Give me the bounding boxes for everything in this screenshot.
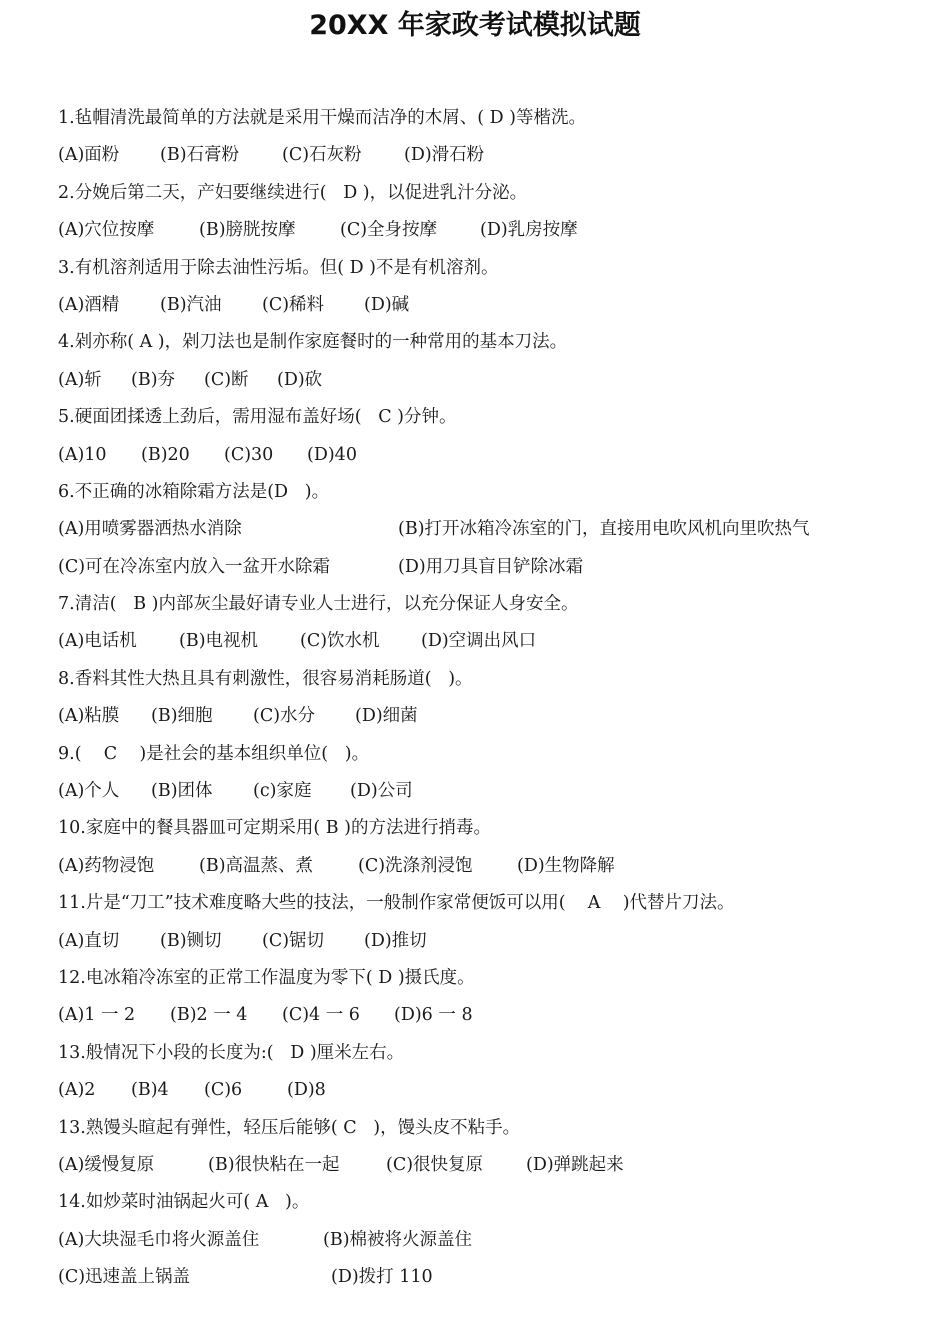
question-stem: 11.片是“刀工”技术难度略大些的技法，一般制作家常便饭可以用( A )代替片刀法。 [58, 893, 735, 914]
options-row [58, 997, 928, 1034]
option-a: (A)面粉 [58, 145, 120, 166]
option-a: (A)直切 [58, 930, 120, 951]
option-b: (B)汽油 [160, 294, 222, 315]
question-stem: 2.分娩后第二天，产妇要继续进行( D )，以促进乳汁分泌。 [58, 182, 528, 203]
option-a: (A)大块湿毛巾将火源盖住 [58, 1229, 260, 1250]
option-c: (C)可在冷冻室内放入一盆开水除霜 [58, 556, 331, 577]
options-row [58, 287, 928, 324]
options-row [58, 212, 928, 249]
option-a: (A)10 [58, 444, 107, 465]
option-d: (D)弹跳起来 [526, 1154, 624, 1175]
option-d: (D)40 [307, 444, 357, 465]
question-stem: 6.不正确的冰箱除霜方法是(D )。 [58, 481, 330, 502]
question-stem: 13.般情况下小段的长度为:( D )厘米左右。 [58, 1042, 405, 1063]
options-row [58, 1222, 928, 1259]
options-row [58, 923, 928, 960]
option-d: (D)6 一 8 [394, 1005, 473, 1026]
option-d: (D)空调出风口 [421, 631, 537, 652]
option-b: (B)细胞 [151, 706, 213, 727]
option-c: (C)6 [204, 1080, 243, 1101]
option-c: (C)水分 [253, 706, 316, 727]
option-b: (B)夯 [131, 369, 176, 390]
option-c: (C)断 [204, 369, 249, 390]
options-row [58, 623, 928, 660]
option-c: (C)石灰粉 [282, 145, 362, 166]
options-row [58, 1147, 928, 1184]
option-b: (B)铡切 [160, 930, 222, 951]
option-c: (C)洗涤剂浸饱 [358, 855, 473, 876]
option-b: (B)电视机 [179, 631, 259, 652]
options-row [58, 137, 928, 174]
option-a: (A)酒精 [58, 294, 120, 315]
option-b: (B)石膏粉 [160, 145, 240, 166]
option-b: (B)团体 [151, 781, 213, 802]
option-d: (D)生物降解 [517, 855, 615, 876]
option-d: (D)公司 [350, 781, 413, 802]
option-a: (A)用喷雾器洒热水消除 [58, 519, 242, 540]
option-d: (D)滑石粉 [404, 145, 485, 166]
option-d: (D)细菌 [355, 706, 418, 727]
option-b: (B)高温蒸、煮 [199, 855, 314, 876]
option-a: (A)个人 [58, 781, 120, 802]
option-b: (B)很快粘在一起 [208, 1154, 340, 1175]
option-b: (B)4 [131, 1080, 169, 1101]
option-a: (A)1 一 2 [58, 1005, 136, 1026]
option-a: (A)药物浸饱 [58, 855, 155, 876]
options-row [58, 549, 928, 586]
option-b: (B)棉被将火源盖住 [323, 1229, 473, 1250]
question-stem: 13.熟馒头暄起有弹性，轻压后能够( C )，馒头皮不粘手。 [58, 1117, 521, 1138]
option-d: (D)用刀具盲目铲除冰霜 [398, 556, 584, 577]
option-a: (A)电话机 [58, 631, 137, 652]
options-row [58, 362, 928, 399]
question-stem: 5.硬面团揉透上劲后，需用湿布盖好场( C )分钟。 [58, 407, 457, 428]
options-row [58, 1072, 928, 1109]
option-c: (c)家庭 [253, 781, 312, 802]
options-row [58, 698, 928, 735]
question-stem: 9.( C )是社会的基本组织单位( )。 [58, 743, 370, 764]
question-stem: 3.有机溶剂适用于除去油性污垢。但( D )不是有机溶剂。 [58, 257, 499, 278]
question-stem: 12.电冰箱冷冻室的正常工作温度为零下( D )摄氏度。 [58, 967, 475, 988]
option-c: (C)迅速盖上锅盖 [58, 1267, 191, 1288]
option-c: (C)4 一 6 [282, 1005, 360, 1026]
option-c: (C)很快复原 [386, 1154, 484, 1175]
question-stem: 14.如炒菜时油锅起火可( A )。 [58, 1192, 310, 1213]
option-a: (A)穴位按摩 [58, 220, 155, 241]
question-stem: 10.家庭中的餐具器皿可定期采用( B )的方法进行捎毒。 [58, 818, 491, 839]
option-d: (D)乳房按摩 [480, 220, 578, 241]
question-stem: 8.香料其性大热且具有刺激性，很容易消耗肠道( )。 [58, 668, 473, 689]
option-b: (B)2 一 4 [170, 1005, 248, 1026]
question-list [58, 100, 928, 1297]
option-a: (A)斩 [58, 369, 102, 390]
option-d: (D)8 [287, 1080, 326, 1101]
option-b: (B)20 [141, 444, 190, 465]
options-row [58, 773, 928, 810]
option-b: (B)膀胱按摩 [199, 220, 296, 241]
option-c: (C)全身按摩 [340, 220, 438, 241]
option-d: (D)碱 [364, 294, 410, 315]
question-stem: 7.清洁( B )内部灰尘最好请专业人士进行，以充分保证人身安全。 [58, 594, 579, 615]
question-stem: 1.毡帽清洗最简单的方法就是采用干燥而洁净的木屑、( D )等楷洗。 [58, 108, 587, 128]
options-row [58, 1259, 928, 1296]
option-c: (C)饮水机 [300, 631, 380, 652]
options-row [58, 437, 928, 474]
question-stem: 4.剁亦称( A )，剁刀法也是制作家庭餐时的一种常用的基本刀法。 [58, 332, 568, 353]
page-title: 20XX 年家政考试模拟试题 [309, 10, 641, 41]
option-d: (D)拨打 110 [331, 1267, 433, 1288]
option-c: (C)锯切 [262, 930, 325, 951]
option-c: (C)稀料 [262, 294, 325, 315]
option-d: (D)推切 [364, 930, 427, 951]
option-d: (D)砍 [277, 369, 323, 390]
option-a: (A)缓慢复原 [58, 1154, 155, 1175]
option-a: (A)2 [58, 1080, 96, 1101]
option-b: (B)打开冰箱冷冻室的门，直接用电吹风机向里吹热气 [398, 519, 810, 540]
option-c: (C)30 [224, 444, 274, 465]
options-row [58, 848, 928, 885]
option-a: (A)粘膜 [58, 706, 120, 727]
options-row [58, 511, 928, 548]
